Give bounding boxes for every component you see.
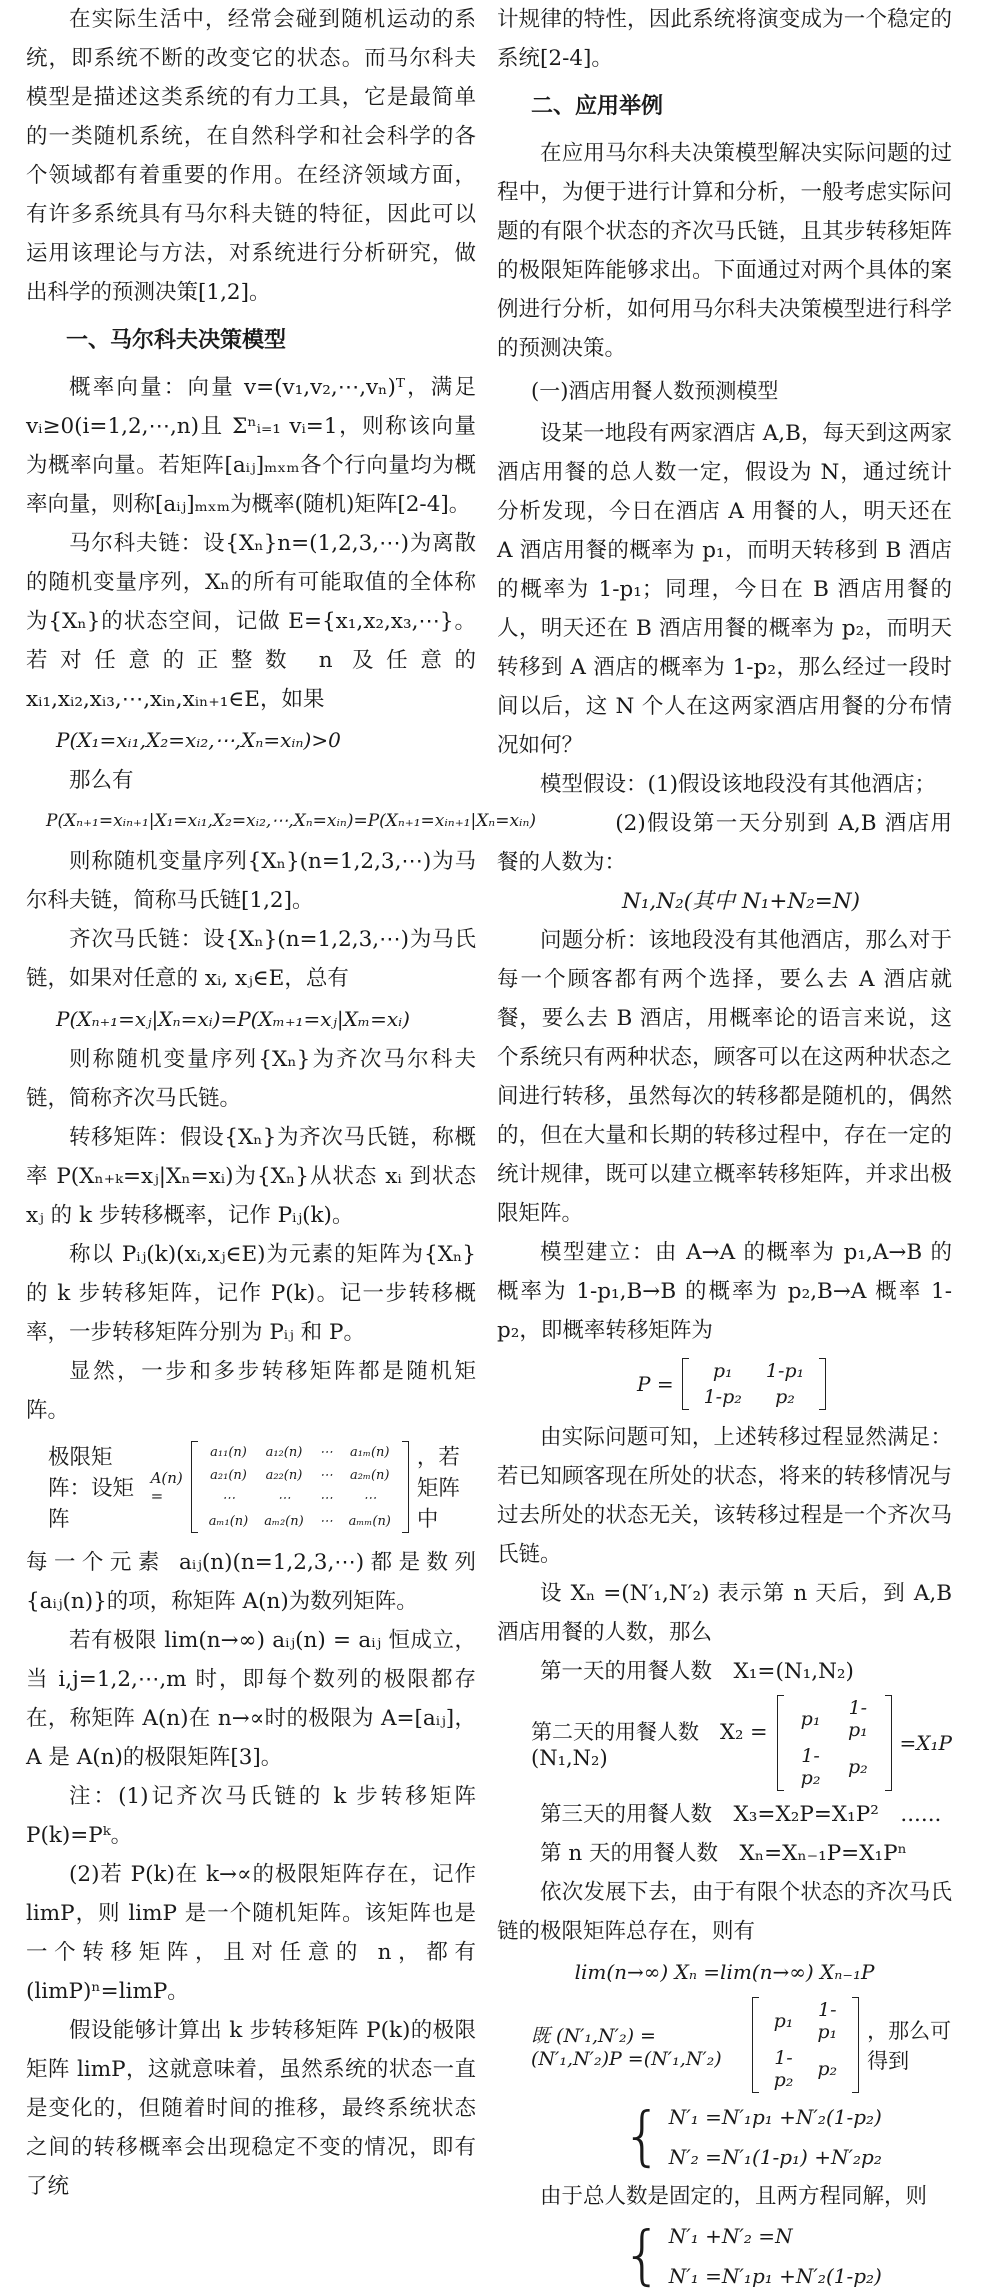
matrix-p-steady-cell: 1-p₂ (773, 2047, 794, 2091)
limit-existence-paragraph: 依次发展下去，由于有限个状态的齐次马氏链的极限矩阵总存在，则有 (497, 1880, 952, 1944)
matrix-a-cell: a₂₁(n) (210, 1467, 247, 1483)
matrix-p-day2 (777, 1695, 892, 1791)
matrix-a-cell: a₁₂(n) (265, 1444, 303, 1460)
matrix-a-cell: ⋯ (319, 1467, 333, 1483)
then-text: 那么有 (69, 768, 134, 793)
matrix-p-steady-cell: p₂ (817, 2058, 838, 2080)
problem-analysis-paragraph: 问题分析：该地段没有其他酒店，那么对于每一个顾客都有两个选择，要么去 A 酒店就餐，要么去 B 酒店，用概率论的语言来说，这个系统只有两种状态，顾客可以在这两种状态之间进行转移，虽然每次的转移都是随机的，偶然的，但在大量和长期的转移过程中，存在一定的统计规律，既可以建立概率转移矩阵，并求出极限矩阵。 (497, 928, 952, 1226)
matrix-a-cell: aₘ₁(n) (208, 1513, 249, 1529)
matrix-a-cell: ⋯ (319, 1490, 333, 1506)
matrix-p-day2-cell: 1-p₂ (800, 1745, 821, 1789)
matrix-p-steady-cell: p₁ (773, 2010, 794, 2032)
intro-paragraph: 在实际生活中，经常会碰到随机运动的系统，即系统不断的改变它的状态。而马尔科夫模型是描述这类系统的有力工具，它是最简单的一类随机系统，在自然科学和社会科学的各个领域都有着重要的作用。在经济领域方面，有许多系统具有马尔科夫链的特征，因此可以运用该理论与方法，对系统进行分析研究，做出科学的预测决策[1,2]。 (26, 7, 476, 305)
equation-system-2 (497, 2216, 952, 2296)
day-n-line: 第 n 天的用餐人数 Xₙ=Xₙ₋₁P=X₁Pⁿ (540, 1841, 907, 1866)
left-column (26, 0, 536, 2206)
limit-matrix-tail: ，若矩阵中 (416, 1445, 460, 1532)
matrix-p-steady (752, 1997, 860, 2093)
homogeneous-check-paragraph: 由实际问题可知，上述转移过程显然满足：若已知顾客现在所处的状态，将来的转移情况与过去所处的状态无关，该转移过程是一个齐次马氏链。 (497, 1425, 952, 1567)
markov-def-paragraph: 则称随机变量序列{Xₙ}(n=1,2,3,⋯)为马尔科夫链，简称马氏链[1,2]。 (26, 849, 476, 913)
equation-1: P(X₁=xᵢ₁,X₂=xᵢ₂,⋯,Xₙ=xᵢₙ)>0 (56, 728, 341, 752)
k-step-paragraph: 称以 Pᵢⱼ(k)(xᵢ,xⱼ∈E)为元素的矩阵为{Xₙ}的 k 步转移矩阵，记作 P(k)。记一步转移概率，一步转移矩阵分别为 Pᵢⱼ 和 P。 (26, 1242, 476, 1345)
assumption-1: 模型假设：(1)假设该地段没有其他酒店； (540, 772, 936, 797)
day-2-row (497, 1695, 952, 1791)
brace-icon: { (622, 2100, 663, 2174)
matrix-a-cell: ⋯ (221, 1490, 235, 1506)
system-1-eq-2: N′₂ =N′₁(1-p₁) +N′₂p₂ (668, 2145, 882, 2169)
matrix-p-day2-cell: p₂ (847, 1756, 868, 1778)
limit-def-paragraph: 若有极限 lim(n→∞) aᵢⱼ(n) = aᵢⱼ 恒成立，当 i,j=1,2,⋯,m 时，即每个数列的极限都存在，称矩阵 A(n)在 n→∝时的极限为 A=[aᵢⱼ]，A 是 A(n)的极限矩阵[3]。 (26, 1628, 476, 1770)
continued-paragraph: 计规律的特性，因此系统将演变成为一个稳定的系统[2-4]。 (497, 7, 952, 71)
matrix-p-day2-cell: 1-p₁ (847, 1697, 868, 1741)
day-3-line: 第三天的用餐人数 X₃=X₂P=X₁P² ...... (540, 1802, 942, 1827)
matrix-a-cell: a₂ₘ(n) (350, 1467, 390, 1483)
note-2: (2)若 P(k)在 k→∝的极限矩阵存在，记作 limP，则 limP 是一个随机矩阵。该矩阵也是一个转移矩阵，且对任意的 n，都有(limP)ⁿ=limP。 (26, 1862, 476, 2004)
section-heading-2: 二、应用举例 (531, 93, 664, 119)
matrix-p-cell: p₂ (775, 1386, 795, 1408)
system-2-eq-2: N′₁ =N′₁p₁ +N′₂(1-p₂) (668, 2264, 882, 2288)
matrix-p-cell: 1-p₁ (765, 1360, 805, 1382)
sequence-matrix-paragraph: 每一个元素 aᵢⱼ(n)(n=1,2,3,⋯)都是数列{aᵢⱼ(n)}的项，称矩阵 A(n)为数列矩阵。 (26, 1550, 476, 1614)
fixed-total-paragraph: 由于总人数是固定的，且两方程同解，则 (540, 2184, 928, 2209)
subsection-heading: (一)酒店用餐人数预测模型 (531, 379, 779, 403)
equation-2: P(Xₙ₊₁=xᵢₙ₊₁|X₁=xᵢ₁,X₂=xᵢ₂,⋯,Xₙ=xᵢₙ)=P(Xₙ₊₁=xᵢₙ₊₁|Xₙ=xᵢₙ) (46, 811, 536, 831)
day-2-result: =X₁P (899, 1731, 952, 1755)
matrix-p-cell: p₁ (712, 1360, 733, 1382)
prob-vector-paragraph: 概率向量：向量 v=(v₁,v₂,⋯,vₙ)ᵀ，满足 vᵢ≥0(i=1,2,⋯,n)且 Σⁿᵢ₌₁ vᵢ=1，则称该向量为概率向量。若矩阵[aᵢⱼ]ₘₓₘ各个行向量均为概率向量，则称[aᵢⱼ]ₘₓₘ为概率(随机)矩阵[2-4]。 (26, 375, 476, 517)
application-paragraph: 在应用马尔科夫决策模型解决实际问题的过程中，为便于进行计算和分析，一般考虑实际问题的有限个状态的齐次马氏链，且其步转移矩阵的极限矩阵能够求出。下面通过对两个具体的案例进行分析，如何用马尔科夫决策模型进行科学的预测决策。 (497, 141, 952, 361)
matrix-p-lhs: P = (637, 1372, 674, 1396)
matrix-a-cell: a₂₂(n) (265, 1467, 303, 1483)
equation-3: P(Xₙ₊₁=xⱼ|Xₙ=xᵢ)=P(Xₘ₊₁=xⱼ|Xₘ=xᵢ) (56, 1007, 410, 1031)
matrix-a-cell: ⋯ (319, 1444, 333, 1460)
day-2-label: 第二天的用餐人数 X₂ =(N₁,N₂) (531, 1720, 768, 1770)
steady-state-lhs: 既 (N′₁,N′₂) =(N′₁,N′₂)P =(N′₁,N′₂) (531, 2024, 722, 2070)
assumption-2: (2)假设第一天分别到 A,B 酒店用餐的人数为： (497, 811, 952, 875)
model-building-paragraph: 模型建立：由 A→A 的概率为 p₁,A→B 的概率为 1-p₁,B→B 的概率为 p₂,B→A 概率 1-p₂，即概率转移矩阵为 (497, 1240, 952, 1343)
day-1-line: 第一天的用餐人数 X₁=(N₁,N₂) (540, 1659, 854, 1684)
matrix-a-cell: ⋯ (277, 1490, 291, 1506)
assumption-2-values: N₁,N₂(其中 N₁+N₂=N) (622, 889, 861, 914)
obvious-paragraph: 显然，一步和多步转移矩阵都是随机矩阵。 (26, 1359, 476, 1423)
system-2-eq-1: N′₁ +N′₂ =N (668, 2224, 793, 2248)
matrix-a (191, 1441, 409, 1533)
limit-matrix-label: 极限矩阵：设矩阵 (48, 1445, 135, 1532)
matrix-p (682, 1358, 827, 1410)
markov-chain-paragraph: 马尔科夫链：设{Xₙ}n=(1,2,3,⋯)为离散的随机变量序列，Xₙ的所有可能取值的全体称为{Xₙ}的状态空间，记做 E={x₁,x₂,x₃,⋯}。若对任意的正整数 n 及任意的 xᵢ₁,xᵢ₂,xᵢ₃,⋯,xᵢₙ,xᵢₙ₊₁∈E，如果 (26, 531, 476, 712)
matrix-a-cell: a₁ₘ(n) (350, 1444, 390, 1460)
stable-paragraph: 假设能够计算出 k 步转移矩阵 P(k)的极限矩阵 limP，这就意味着，虽然系统的状态一直是变化的，但随着时间的推移，最终系统状态之间的转移概率会出现稳定不变的情况，即有了统 (26, 2018, 476, 2199)
steady-state-tail: ，那么可得到 (867, 2019, 952, 2073)
matrix-a-lhs: A(n) = (150, 1468, 183, 1505)
matrix-p-row (497, 1358, 952, 1410)
matrix-a-cell: ⋯ (363, 1490, 377, 1506)
system-1-eq-1: N′₁ =N′₁p₁ +N′₂(1-p₂) (668, 2105, 882, 2129)
matrix-a-cell: aₘ₂(n) (264, 1513, 304, 1529)
hotel-setup-paragraph: 设某一地段有两家酒店 A,B，每天到这两家酒店用餐的总人数一定，假设为 N，通过统计分析发现，今日在酒店 A 用餐的人，明天还在 A 酒店用餐的概率为 p₁，而明天转移到 B 酒店的概率为 1-p₁；同理，今日在 B 酒店用餐的人，明天还在 B 酒店用餐的概率为 p₂，而明天转移到 A 酒店的概率为 1-p₂，那么经过一段时间以后，这 N 个人在这两家酒店用餐的分布情况如何？ (497, 421, 952, 758)
transfer-matrix-paragraph: 转移矩阵：假设{Xₙ}为齐次马氏链，称概率 P(Xₙ₊ₖ=xⱼ|Xₙ=xᵢ)为{Xₙ}从状态 xᵢ 到状态 xⱼ 的 k 步转移概率，记作 Pᵢⱼ(k)。 (26, 1125, 476, 1228)
limit-matrix-row (26, 1440, 476, 1533)
steady-state-row (497, 1997, 952, 2093)
matrix-p-cell: 1-p₂ (703, 1386, 742, 1408)
matrix-a-cell: aₘₘ(n) (348, 1513, 391, 1529)
note-1: 注：(1)记齐次马氏链的 k 步转移矩阵 P(k)=Pᵏ。 (26, 1784, 476, 1848)
xn-def-paragraph: 设 Xₙ =(N′₁,N′₂) 表示第 n 天后，到 A,B 酒店用餐的人数，那么 (497, 1581, 952, 1645)
limit-equation: lim(n→∞) Xₙ =lim(n→∞) Xₙ₋₁P (574, 1960, 875, 1984)
matrix-p-day2-cell: p₁ (800, 1708, 821, 1730)
matrix-a-cell: a₁₁(n) (210, 1444, 247, 1460)
homogeneous-def-paragraph: 则称随机变量序列{Xₙ}为齐次马尔科夫链，简称齐次马氏链。 (26, 1047, 476, 1111)
matrix-p-steady-cell: 1-p₁ (817, 1999, 838, 2043)
brace-icon: { (622, 2219, 663, 2293)
section-heading-1: 一、马尔科夫决策模型 (66, 327, 287, 353)
right-column (497, 0, 952, 2296)
homogeneous-paragraph: 齐次马氏链：设{Xₙ}(n=1,2,3,⋯)为马氏链，如果对任意的 xᵢ, xⱼ∈E，总有 (26, 927, 476, 991)
equation-system-1 (497, 2097, 952, 2177)
matrix-a-cell: ⋯ (319, 1513, 333, 1529)
